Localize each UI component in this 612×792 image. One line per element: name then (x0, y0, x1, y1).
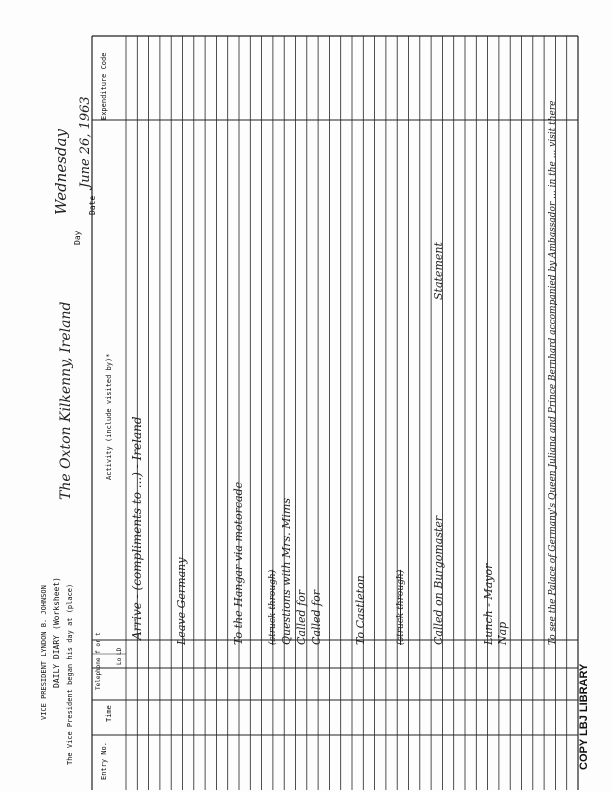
entry-13: Nap (496, 621, 509, 645)
entry-14: To see the Palace of Germany's Queen Juliana and Prince Bernhard accompanied by Ambassador ... in the ... visit there (548, 100, 558, 645)
entry-4: (struck through) (268, 569, 278, 645)
entry-11: Statement (432, 242, 445, 300)
entry-2: Leave Germany (175, 557, 188, 645)
day-label: Day (73, 230, 82, 245)
entry-12: Lunch - Mayor (482, 563, 495, 645)
office-title: VICE PRESIDENT LYNDON B. JOHNSON (40, 585, 48, 720)
entry-7: Called for (310, 589, 323, 645)
entry-8: To Castleton (354, 575, 367, 645)
col-telephone: Telephone f or t (95, 632, 102, 690)
date-label: Date (88, 195, 97, 215)
col-ld: LD (116, 647, 123, 655)
col-activity: Activity (include visited by)* (105, 353, 113, 480)
began-place: The Oxton Kilkenny, Ireland (58, 301, 74, 500)
copy-lbj-library-stamp: COPY LBJ LIBRARY (578, 663, 590, 770)
worksheet-label: (Worksheet) (52, 577, 61, 630)
date-value: June 26, 1963 (78, 96, 93, 188)
diary-title: DAILY DIARY (52, 635, 61, 688)
entry-3: To the Hangar via motorcade (232, 481, 245, 645)
entry-6: Called for (295, 589, 308, 645)
col-lo: Lo (116, 657, 123, 665)
entry-9: (struck through) (396, 569, 406, 645)
col-entry-no: Entry No. (100, 742, 108, 780)
day-value: Wednesday (52, 129, 70, 215)
entry-5: Questions with Mrs. Mims (280, 498, 293, 645)
began-day-label: The Vice President began his day at (place) (66, 583, 74, 765)
entry-10: Called on Burgomaster (432, 515, 445, 645)
col-expenditure: Expenditure Code (100, 52, 108, 120)
entry-1: Arrive - (compliments to ...) - Ireland (130, 416, 144, 640)
col-time: Time (105, 705, 113, 722)
